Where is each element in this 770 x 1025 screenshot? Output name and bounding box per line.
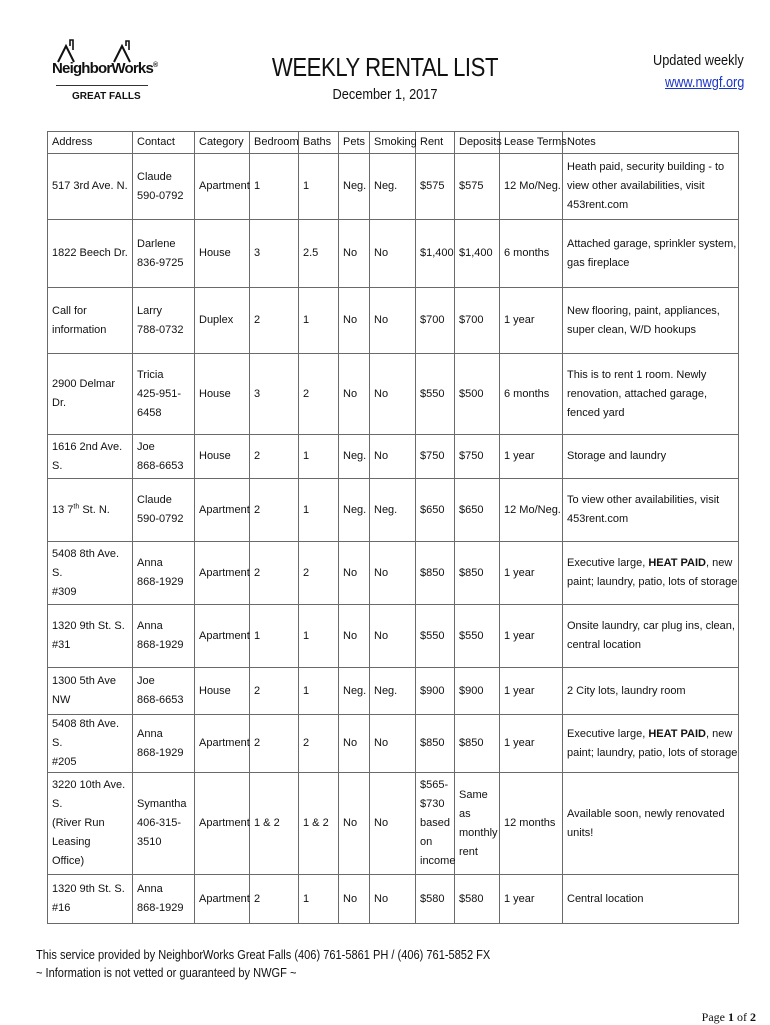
- table-row: [48, 154, 739, 220]
- lease-cell: 12 Mo/Neg.: [500, 479, 563, 542]
- notes-cell: Storage and laundry: [563, 435, 739, 479]
- table-header-row: [48, 132, 739, 154]
- rent-cell: $565- $730 based on income: [416, 773, 455, 875]
- deposits-cell: $750: [455, 435, 500, 479]
- lease-cell: 1 year: [500, 715, 563, 773]
- bedroom-cell: 3: [250, 354, 299, 435]
- pets-cell: Neg.: [339, 154, 370, 220]
- baths-cell: 1: [299, 288, 339, 354]
- address-cell: 1300 5th Ave NW: [48, 668, 133, 715]
- baths-cell: 1: [299, 668, 339, 715]
- category-cell: Duplex: [195, 288, 250, 354]
- pets-cell: No: [339, 715, 370, 773]
- notes-cell: Executive large, HEAT PAID, new paint; laundry, patio, lots of storage: [563, 542, 739, 605]
- page-title: WEEKLY RENTAL LIST: [271, 52, 499, 82]
- pets-cell: No: [339, 773, 370, 875]
- rent-cell: $575: [416, 154, 455, 220]
- contact-cell: Joe 868-6653: [133, 435, 195, 479]
- contact-cell: Tricia 425-951- 6458: [133, 354, 195, 435]
- footer-contact: This service provided by NeighborWorks Great Falls (406) 761-5861 PH / (406) 761-5852 FX: [36, 947, 491, 962]
- lease-cell: 6 months: [500, 220, 563, 288]
- table-row: [48, 435, 739, 479]
- category-cell: Apartment: [195, 715, 250, 773]
- table-row: [48, 773, 739, 875]
- address-cell: 1320 9th St. S. #16: [48, 875, 133, 924]
- category-cell: Apartment: [195, 154, 250, 220]
- smoking-cell: No: [370, 875, 416, 924]
- baths-cell: 2: [299, 542, 339, 605]
- contact-cell: Larry 788-0732: [133, 288, 195, 354]
- address-cell: 5408 8th Ave. S. #309: [48, 542, 133, 605]
- website-link[interactable]: www.nwgf.org: [664, 74, 744, 91]
- notes-cell: Attached garage, sprinkler system, gas fireplace: [563, 220, 739, 288]
- pets-cell: No: [339, 605, 370, 668]
- smoking-cell: No: [370, 542, 416, 605]
- contact-cell: Joe 868-6653: [133, 668, 195, 715]
- column-header-lease-terms: Lease Terms: [500, 132, 563, 154]
- bedroom-cell: 2: [250, 479, 299, 542]
- address-cell: 1616 2nd Ave. S.: [48, 435, 133, 479]
- contact-cell: Anna 868-1929: [133, 875, 195, 924]
- pets-cell: Neg.: [339, 479, 370, 542]
- update-frequency: Updated weekly: [653, 52, 744, 69]
- table-row: [48, 605, 739, 668]
- rent-cell: $550: [416, 605, 455, 668]
- deposits-cell: $575: [455, 154, 500, 220]
- lease-cell: 12 months: [500, 773, 563, 875]
- deposits-cell: Same as monthly rent: [455, 773, 500, 875]
- smoking-cell: No: [370, 288, 416, 354]
- contact-cell: Anna 868-1929: [133, 542, 195, 605]
- column-header-rent: Rent: [416, 132, 455, 154]
- deposits-cell: $850: [455, 715, 500, 773]
- pets-cell: No: [339, 542, 370, 605]
- column-header-contact: Contact: [133, 132, 195, 154]
- notes-cell: New flooring, paint, appliances, super clean, W/D hookups: [563, 288, 739, 354]
- pets-cell: No: [339, 220, 370, 288]
- pets-cell: Neg.: [339, 435, 370, 479]
- column-header-pets: Pets: [339, 132, 370, 154]
- bedroom-cell: 1: [250, 605, 299, 668]
- lease-cell: 6 months: [500, 354, 563, 435]
- table-row: [48, 542, 739, 605]
- address-cell: 1822 Beech Dr.: [48, 220, 133, 288]
- deposits-cell: $580: [455, 875, 500, 924]
- baths-cell: 2: [299, 354, 339, 435]
- baths-cell: 1: [299, 605, 339, 668]
- notes-cell: To view other availabilities, visit 453rent.com: [563, 479, 739, 542]
- column-header-baths: Baths: [299, 132, 339, 154]
- smoking-cell: Neg.: [370, 668, 416, 715]
- address-cell: 13 7th St. N.: [48, 479, 133, 542]
- notes-cell: Executive large, HEAT PAID, new paint; laundry, patio, lots of storage: [563, 715, 739, 773]
- bedroom-cell: 2: [250, 668, 299, 715]
- table-row: [48, 288, 739, 354]
- bedroom-cell: 2: [250, 715, 299, 773]
- bedroom-cell: 1 & 2: [250, 773, 299, 875]
- pets-cell: Neg.: [339, 668, 370, 715]
- lease-cell: 12 Mo/Neg.: [500, 154, 563, 220]
- category-cell: House: [195, 668, 250, 715]
- rent-cell: $700: [416, 288, 455, 354]
- bedroom-cell: 3: [250, 220, 299, 288]
- baths-cell: 1: [299, 154, 339, 220]
- rental-table: [47, 131, 739, 924]
- notes-cell: Onsite laundry, car plug ins, clean, central location: [563, 605, 739, 668]
- smoking-cell: No: [370, 773, 416, 875]
- category-cell: Apartment: [195, 542, 250, 605]
- rent-cell: $900: [416, 668, 455, 715]
- smoking-cell: Neg.: [370, 479, 416, 542]
- address-cell: 3220 10th Ave. S. (River Run Leasing Office): [48, 773, 133, 875]
- baths-cell: 1 & 2: [299, 773, 339, 875]
- address-cell: 517 3rd Ave. N.: [48, 154, 133, 220]
- category-cell: House: [195, 435, 250, 479]
- contact-cell: Anna 868-1929: [133, 715, 195, 773]
- logo-subtitle: GREAT FALLS: [72, 91, 141, 102]
- contact-cell: Darlene 836-9725: [133, 220, 195, 288]
- rent-cell: $850: [416, 715, 455, 773]
- lease-cell: 1 year: [500, 435, 563, 479]
- table-row: [48, 479, 739, 542]
- table-row: [48, 220, 739, 288]
- column-header-address: Address: [48, 132, 133, 154]
- category-cell: Apartment: [195, 773, 250, 875]
- lease-cell: 1 year: [500, 605, 563, 668]
- category-cell: House: [195, 354, 250, 435]
- deposits-cell: $650: [455, 479, 500, 542]
- baths-cell: 2: [299, 715, 339, 773]
- list-date: December 1, 2017: [332, 86, 438, 103]
- table-row: [48, 875, 739, 924]
- notes-cell: Available soon, newly renovated units!: [563, 773, 739, 875]
- lease-cell: 1 year: [500, 668, 563, 715]
- deposits-cell: $700: [455, 288, 500, 354]
- notes-cell: This is to rent 1 room. Newly renovation, attached garage, fenced yard: [563, 354, 739, 435]
- address-cell: 5408 8th Ave. S. #205: [48, 715, 133, 773]
- page-number: Page 1 of 2: [701, 1010, 756, 1024]
- category-cell: House: [195, 220, 250, 288]
- bedroom-cell: 1: [250, 154, 299, 220]
- contact-cell: Anna 868-1929: [133, 605, 195, 668]
- smoking-cell: No: [370, 220, 416, 288]
- address-cell: Call for information: [48, 288, 133, 354]
- table-row: [48, 354, 739, 435]
- rent-cell: $850: [416, 542, 455, 605]
- bedroom-cell: 2: [250, 435, 299, 479]
- rent-cell: $650: [416, 479, 455, 542]
- deposits-cell: $900: [455, 668, 500, 715]
- notes-cell: 2 City lots, laundry room: [563, 668, 739, 715]
- baths-cell: 2.5: [299, 220, 339, 288]
- table-row: [48, 715, 739, 773]
- category-cell: Apartment: [195, 605, 250, 668]
- column-header-smoking: Smoking: [370, 132, 416, 154]
- rent-cell: $750: [416, 435, 455, 479]
- contact-cell: Claude 590-0792: [133, 479, 195, 542]
- address-cell: 1320 9th St. S. #31: [48, 605, 133, 668]
- column-header-deposits: Deposits: [455, 132, 500, 154]
- notes-cell: Heath paid, security building - to view other availabilities, visit 453rent.com: [563, 154, 739, 220]
- column-header-notes: Notes: [563, 132, 739, 154]
- lease-cell: 1 year: [500, 288, 563, 354]
- smoking-cell: Neg.: [370, 154, 416, 220]
- notes-cell: Central location: [563, 875, 739, 924]
- smoking-cell: No: [370, 605, 416, 668]
- deposits-cell: $850: [455, 542, 500, 605]
- pets-cell: No: [339, 354, 370, 435]
- lease-cell: 1 year: [500, 542, 563, 605]
- bedroom-cell: 2: [250, 542, 299, 605]
- bedroom-cell: 2: [250, 875, 299, 924]
- pets-cell: No: [339, 875, 370, 924]
- deposits-cell: $1,400: [455, 220, 500, 288]
- column-header-category: Category: [195, 132, 250, 154]
- deposits-cell: $500: [455, 354, 500, 435]
- footer-disclaimer: ~ Information is not vetted or guaranteed by NWGF ~: [36, 965, 297, 980]
- table-row: [48, 668, 739, 715]
- rent-cell: $550: [416, 354, 455, 435]
- contact-cell: Symantha 406-315- 3510: [133, 773, 195, 875]
- rent-cell: $1,400: [416, 220, 455, 288]
- pets-cell: No: [339, 288, 370, 354]
- category-cell: Apartment: [195, 875, 250, 924]
- baths-cell: 1: [299, 479, 339, 542]
- lease-cell: 1 year: [500, 875, 563, 924]
- logo-wordmark: NeighborWorks®: [52, 60, 158, 77]
- category-cell: Apartment: [195, 479, 250, 542]
- bedroom-cell: 2: [250, 288, 299, 354]
- column-header-bedroom: Bedroom: [250, 132, 299, 154]
- baths-cell: 1: [299, 435, 339, 479]
- address-cell: 2900 Delmar Dr.: [48, 354, 133, 435]
- rent-cell: $580: [416, 875, 455, 924]
- baths-cell: 1: [299, 875, 339, 924]
- contact-cell: Claude 590-0792: [133, 154, 195, 220]
- smoking-cell: No: [370, 354, 416, 435]
- deposits-cell: $550: [455, 605, 500, 668]
- smoking-cell: No: [370, 715, 416, 773]
- smoking-cell: No: [370, 435, 416, 479]
